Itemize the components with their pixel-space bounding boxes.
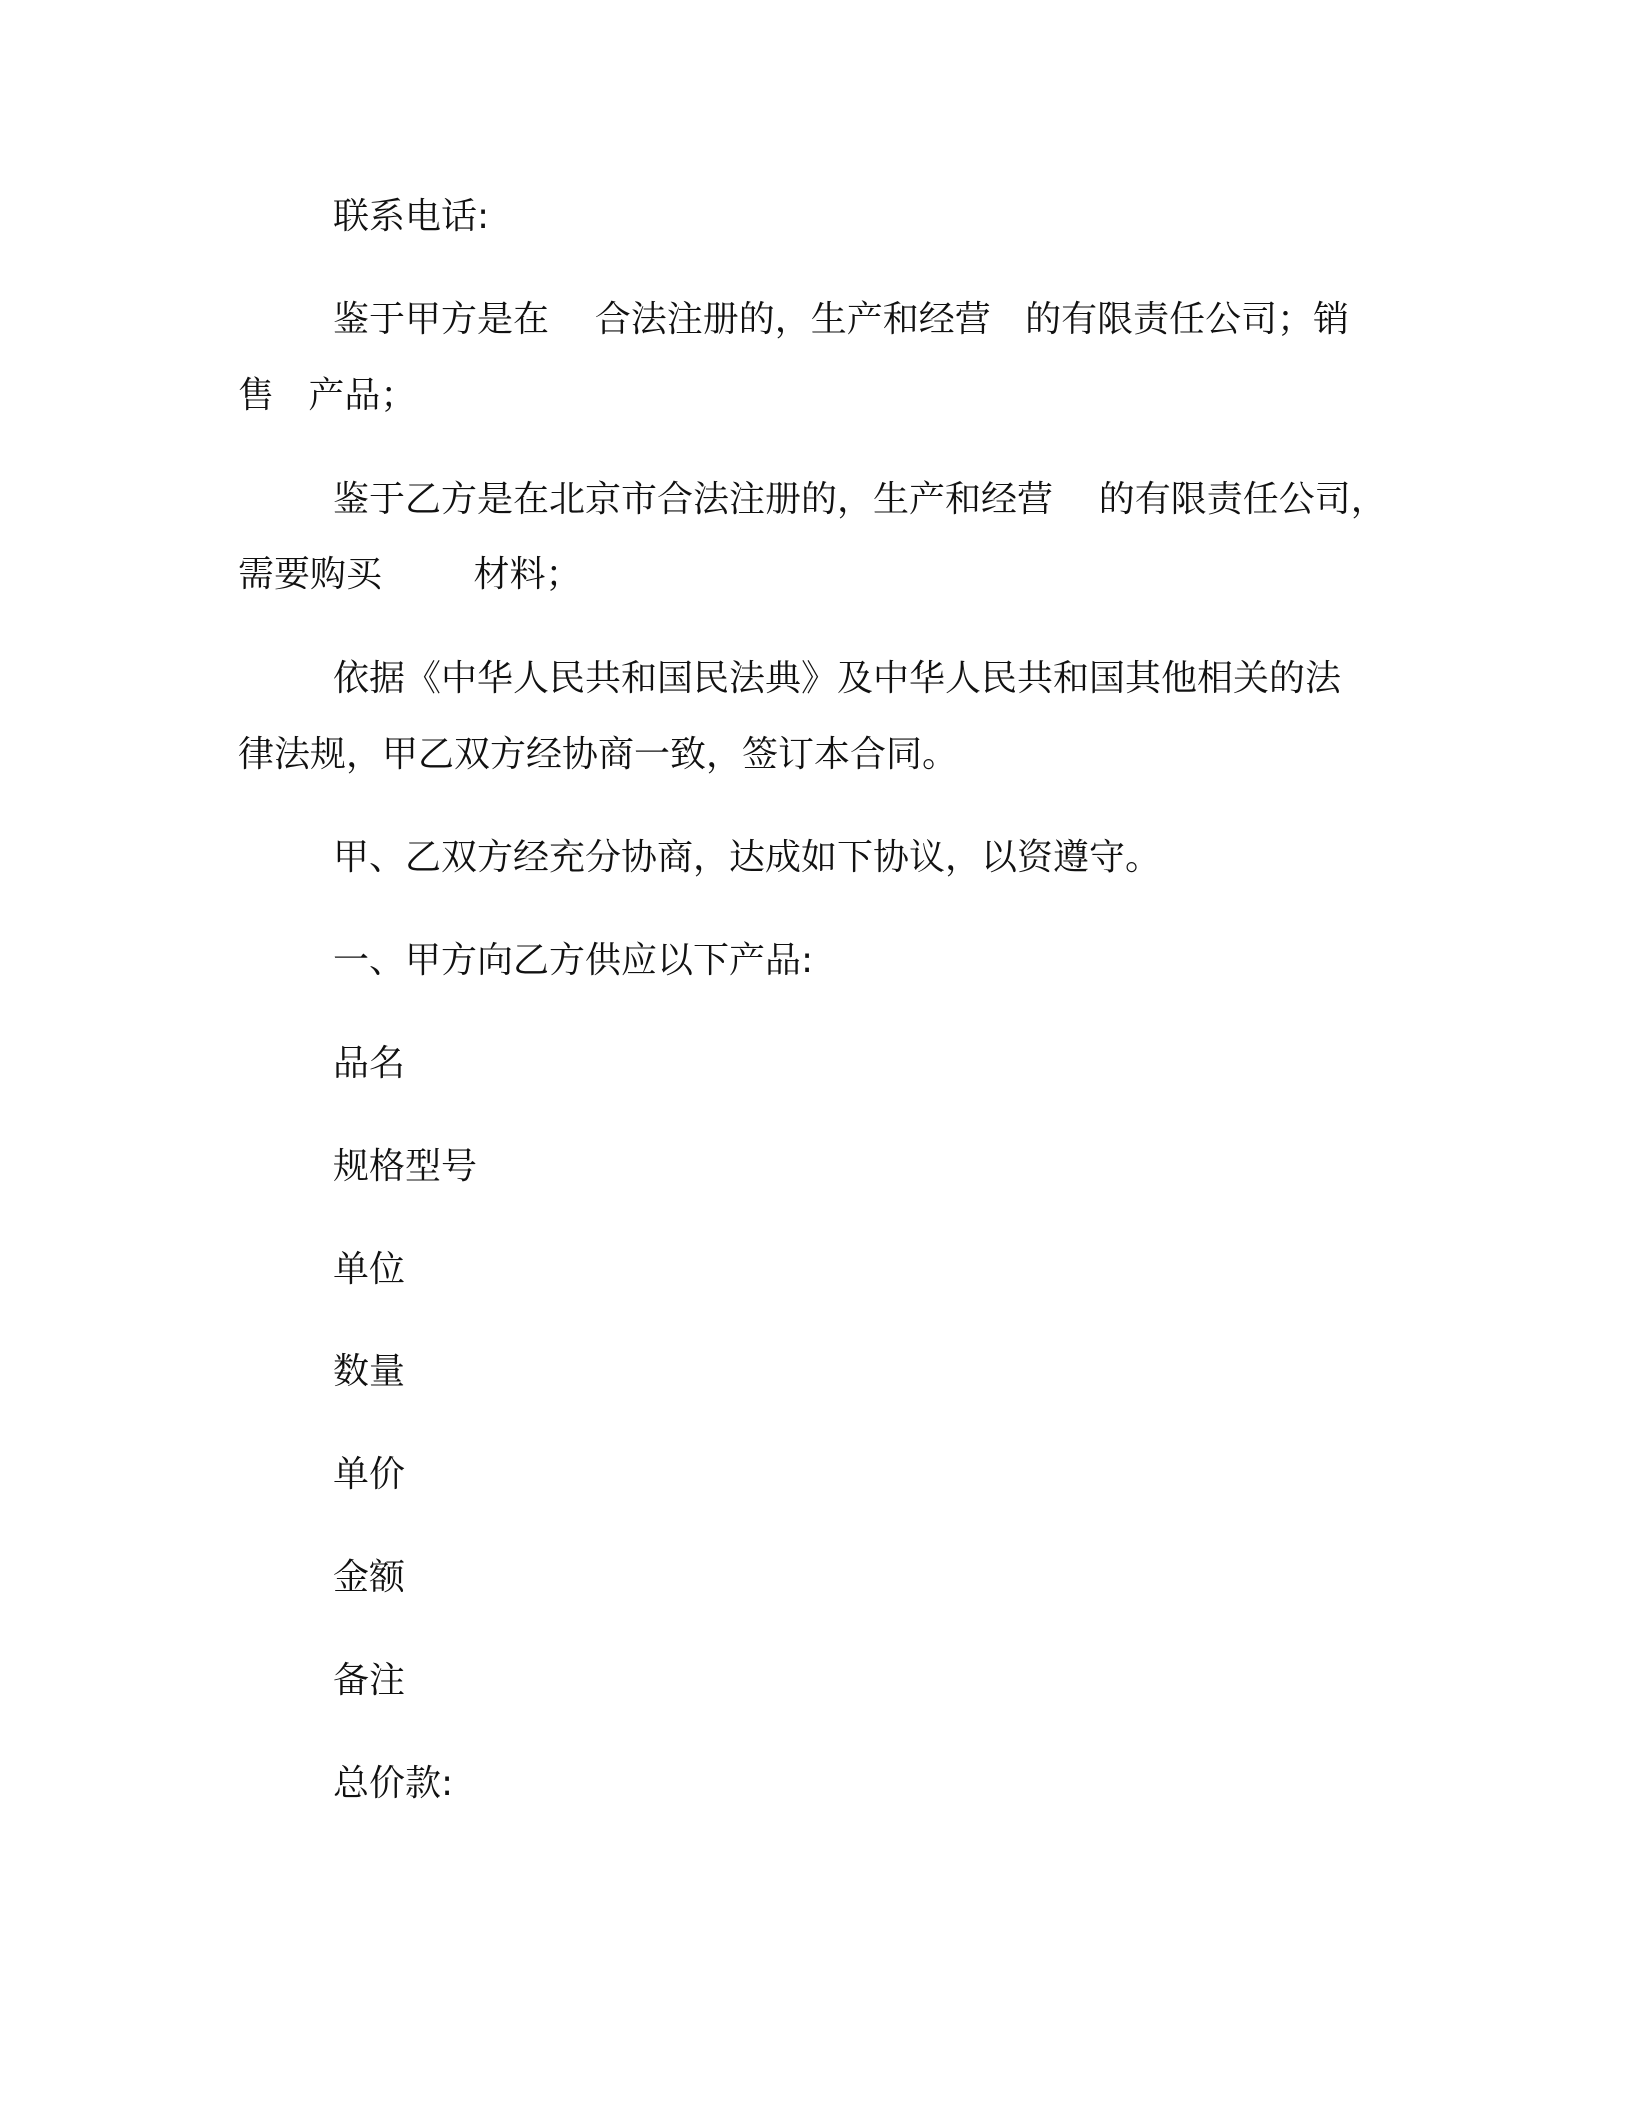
field-total-price: 总价款: [333,1763,454,1804]
field-amount: 金额 [333,1557,406,1598]
field-unit-price: 单价 [333,1454,406,1495]
whereas-party-b-line-2: 需要购买 材料； [238,554,582,595]
section-one-heading: 一、甲方向乙方供应以下产品: [333,940,814,981]
field-product-name: 品名 [333,1043,406,1084]
field-unit: 单位 [333,1249,406,1290]
legal-basis-line-1: 依据《中华人民共和国民法典》及中华人民共和国其他相关的法 [333,658,1342,699]
contact-phone-label: 联系电话: [333,196,490,237]
agreement-statement: 甲、乙双方经充分协商，达成如下协议，以资遵守。 [333,837,1162,878]
whereas-party-b-line-1: 鉴于乙方是在北京市合法注册的，生产和经营 的有限责任公司， [333,479,1387,520]
field-remarks: 备注 [333,1660,406,1701]
field-quantity: 数量 [333,1351,406,1392]
whereas-party-a-line-2: 售 产品； [238,375,417,416]
whereas-party-a-line-1: 鉴于甲方是在 合法注册的，生产和经营 的有限责任公司；销 [333,299,1350,340]
legal-basis-line-2: 律法规，甲乙双方经协商一致，签订本合同。 [238,734,959,775]
field-spec-model: 规格型号 [333,1146,478,1187]
